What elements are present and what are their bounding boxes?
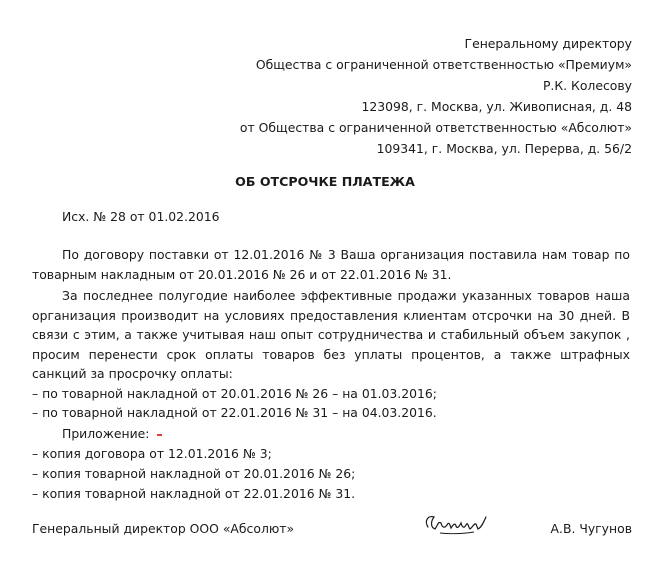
signatory-name: А.В. Чугунов [550, 521, 632, 536]
paragraph-request: За последнее полугодие наиболее эффективные продажи указанных товаров наша организация производит на условиях предоставления клиентам отсрочки на 30 дней. В связи с этим, а также учитывая наш опыт сотрудничества и стабильный объем закупок , просим перенести срок оплаты товаров без уплаты процентов, а также штрафных санкций за просрочку оплаты: [32, 288, 630, 381]
document-title: ОБ ОТСРОЧКЕ ПЛАТЕЖА [235, 174, 415, 189]
addressee-line: Р.К. Колесову [542, 78, 632, 93]
outgoing-reference: Исх. № 28 от 01.02.2016 [62, 209, 220, 224]
attachments-heading: Приложение: [62, 426, 150, 441]
attachment-item: – копия товарной накладной от 22.01.2016 № 31. [32, 486, 356, 501]
attachments-block [32, 424, 355, 504]
letter-body [32, 245, 630, 423]
handwritten-signature [422, 507, 492, 541]
addressee-line: 123098, г. Москва, ул. Живописная, д. 48 [361, 99, 632, 114]
addressee-line: 109341, г. Москва, ул. Перерва, д. 56/2 [376, 141, 632, 156]
signatory-position: Генеральный директор ООО «Абсолют» [32, 521, 295, 536]
red-mark [157, 434, 162, 436]
addressee-line: от Общества с ограниченной ответственностью «Абсолют» [239, 120, 632, 135]
paragraph-contract: По договору поставки от 12.01.2016 № 3 Ваша организация поставила нам товар по товарным накладным от 20.01.2016 № 26 и от 22.01.2016 № 31. [32, 247, 630, 282]
deferral-item: – по товарной накладной от 22.01.2016 № 31 – на 04.03.2016. [32, 405, 437, 420]
addressee-block [240, 33, 632, 159]
deferral-item: – по товарной накладной от 20.01.2016 № 26 – на 01.03.2016; [32, 385, 437, 401]
addressee-line: Генеральному директору [464, 36, 632, 51]
attachment-item: – копия договора от 12.01.2016 № 3; [32, 446, 272, 461]
attachment-item: – копия товарной накладной от 20.01.2016 № 26; [32, 466, 356, 481]
addressee-line: Общества с ограниченной ответственностью «Премиум» [255, 57, 632, 72]
attachments-heading-row [32, 424, 355, 444]
